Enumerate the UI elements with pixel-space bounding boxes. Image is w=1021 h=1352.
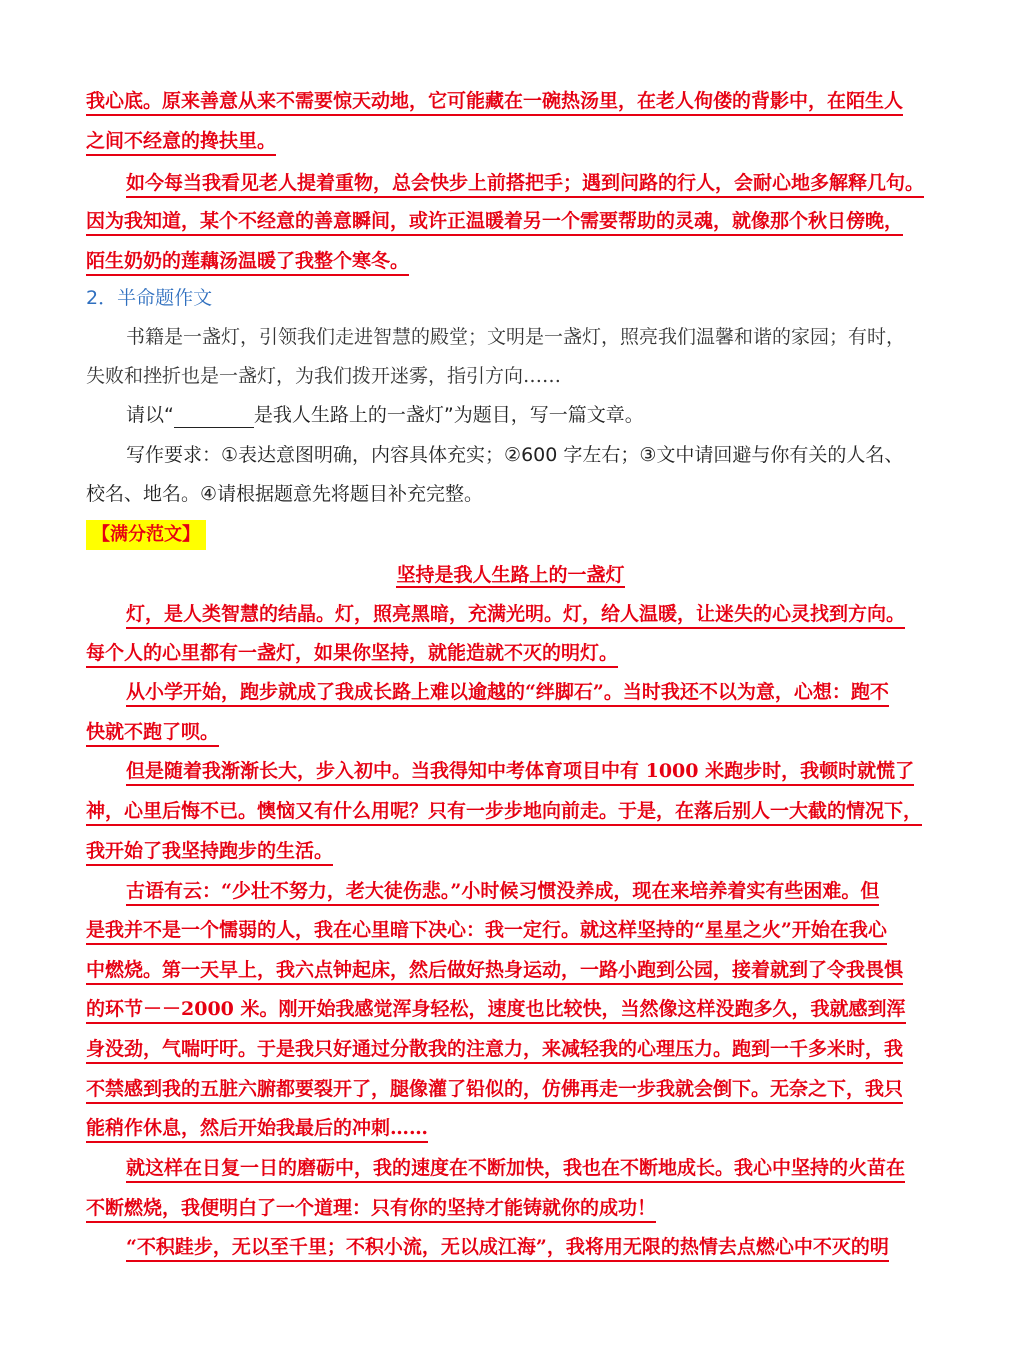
top-essay-line-3 bbox=[126, 170, 924, 196]
essay-line bbox=[126, 1155, 905, 1181]
essay-text: 我开始了我坚持跑步的生活。 bbox=[86, 840, 333, 866]
essay-line bbox=[86, 1076, 903, 1102]
essay-text: 古语有云：“少壮不努力，老大徒伤悲。”小时候习惯没养成，现在来培养着实有些困难。但 bbox=[126, 880, 879, 906]
essay-text: 之间不经意的搀扶里。 bbox=[86, 130, 276, 156]
essay-text: 能稍作休息，然后开始我最后的冲刺…… bbox=[86, 1117, 428, 1143]
essay-line bbox=[126, 758, 914, 784]
essay-text: 不禁感到我的五脏六腑都要裂开了，腿像灌了铅似的，仿佛再走一步我就会倒下。无奈之下，我只 bbox=[86, 1078, 903, 1104]
top-essay-line-2 bbox=[86, 128, 276, 154]
title-blank bbox=[174, 409, 254, 428]
essay-text: 的环节－－2000 米。刚开始我感觉浑身轻松，速度也比较快，当然像这样没跑多久，我就感到浑 bbox=[86, 998, 906, 1024]
essay-line bbox=[86, 719, 219, 745]
essay-text: 从小学开始，跑步就成了我成长路上难以逾越的“绊脚石”。当时我还不以为意，心想：跑不 bbox=[126, 681, 889, 707]
essay-text: 不断燃烧，我便明白了一个道理：只有你的坚持才能铸就你的成功！ bbox=[86, 1197, 656, 1223]
essay-title-text: 坚持是我人生路上的一盏灯 bbox=[396, 564, 625, 586]
essay-line bbox=[86, 640, 618, 666]
essay-text: 神，心里后悔不已。懊恼又有什么用呢？只有一步步地向前走。于是，在落后别人一大截的情况下， bbox=[86, 800, 922, 826]
essay-text: 是我并不是一个懦弱的人，我在心里暗下决心：我一定行。就这样坚持的“星星之火”开始在我心 bbox=[86, 919, 887, 945]
essay-line bbox=[86, 996, 906, 1022]
top-essay-line-5 bbox=[86, 248, 409, 274]
essay-text: 灯，是人类智慧的结晶。灯，照亮黑暗，充满光明。灯，给人温暖，让迷失的心灵找到方向。 bbox=[126, 603, 905, 629]
essay-line bbox=[86, 838, 333, 864]
prompt-line-2: 失败和挫折也是一盏灯，为我们拨开迷雾，指引方向…… bbox=[86, 365, 562, 387]
full-score-badge: 【满分范文】 bbox=[86, 520, 206, 550]
prompt-line-1: 书籍是一盏灯，引领我们走进智慧的殿堂；文明是一盏灯，照亮我们温馨和谐的家园；有时， bbox=[126, 326, 906, 348]
essay-text: 身没劲，气喘吁吁。于是我只好通过分散我的注意力，来减轻我的心理压力。跑到一千多米时，我 bbox=[86, 1038, 903, 1064]
task-prefix: 请以“ bbox=[126, 404, 174, 426]
essay-text: 快就不跑了呗。 bbox=[86, 721, 219, 747]
essay-text: 中燃烧。第一天早上，我六点钟起床，然后做好热身运动，一路小跑到公园，接着就到了令我畏惧 bbox=[86, 959, 903, 985]
top-essay-line-4 bbox=[86, 208, 903, 234]
essay-text: 就这样在日复一日的磨砺中，我的速度在不断加快，我也在不断地成长。我心中坚持的火苗在 bbox=[126, 1157, 905, 1183]
essay-text: 我心底。原来善意从来不需要惊天动地，它可能藏在一碗热汤里，在老人佝偻的背影中，在陌生人 bbox=[86, 90, 903, 116]
task-suffix: 是我人生路上的一盏灯”为题目，写一篇文章。 bbox=[253, 404, 644, 426]
essay-title bbox=[0, 562, 1021, 588]
essay-line bbox=[86, 798, 922, 824]
essay-text: “不积跬步，无以至千里；不积小流，无以成江海”，我将用无限的热情去点燃心中不灭的明 bbox=[126, 1236, 889, 1262]
essay-text: 每个人的心里都有一盏灯，如果你坚持，就能造就不灭的明灯。 bbox=[86, 642, 618, 668]
essay-line bbox=[86, 1195, 656, 1221]
essay-line bbox=[126, 878, 879, 904]
essay-line bbox=[126, 601, 905, 627]
essay-line bbox=[126, 1234, 889, 1260]
essay-text: 陌生奶奶的莲藕汤温暖了我整个寒冬。 bbox=[86, 250, 409, 276]
section-heading: 2．半命题作文 bbox=[86, 287, 213, 309]
essay-line bbox=[86, 1036, 903, 1062]
essay-line bbox=[126, 679, 889, 705]
essay-line bbox=[86, 1115, 428, 1141]
requirement-line-2: 校名、地名。④请根据题意先将题目补充完整。 bbox=[86, 483, 484, 505]
top-essay-line-1 bbox=[86, 88, 903, 114]
essay-line bbox=[86, 957, 903, 983]
task-line bbox=[126, 402, 644, 428]
essay-text: 但是随着我渐渐长大，步入初中。当我得知中考体育项目中有 1000 米跑步时，我顿时就慌了 bbox=[126, 760, 914, 786]
essay-text: 因为我知道，某个不经意的善意瞬间，或许正温暖着另一个需要帮助的灵魂，就像那个秋日傍晚， bbox=[86, 210, 903, 236]
essay-line bbox=[86, 917, 887, 943]
essay-text: 如今每当我看见老人提着重物，总会快步上前搭把手；遇到问路的行人，会耐心地多解释几句。 bbox=[126, 172, 924, 198]
requirement-line-1: 写作要求：①表达意图明确，内容具体充实；②600 字左右；③文中请回避与你有关的人名、 bbox=[126, 444, 904, 466]
